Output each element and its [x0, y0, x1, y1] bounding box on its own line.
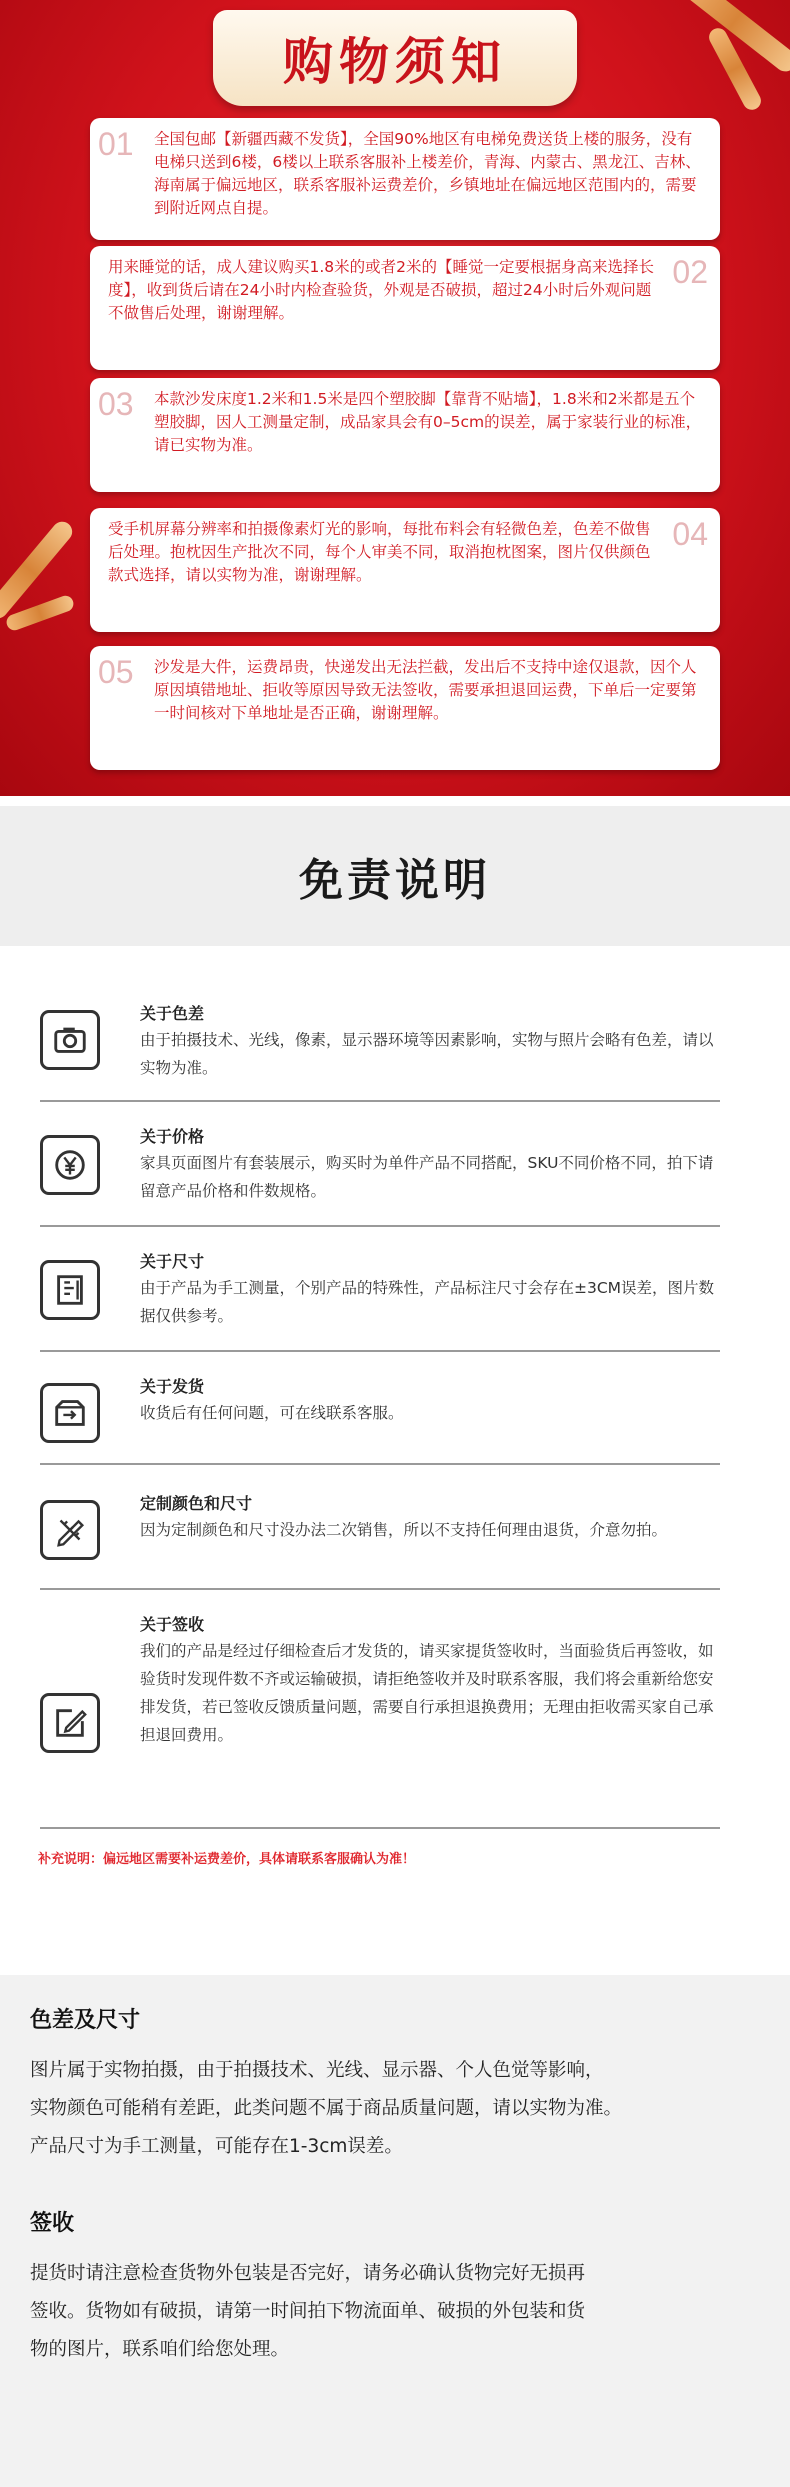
- disclaimer-item-color: [40, 990, 720, 1102]
- section-paragraph: 图片属于实物拍摄，由于拍摄技术、光线、显示器、个人色觉等影响，: [30, 2060, 604, 2081]
- notice-card-03: [90, 378, 720, 492]
- item-body: 我们的产品是经过仔细检查后才发货的，请买家提货签收时，当面验货后再签收，如验货时发现件数不齐或运输破损，请拒绝签收并及时联系客服，我们将会重新给您安排发货，若已签收反馈质量问题，需要自行承担退换费用；无理由拒收需买家自己承担退回费用。: [140, 1642, 714, 1744]
- item-title: 关于价格: [140, 1127, 205, 1146]
- item-body: 因为定制颜色和尺寸没办法二次销售，所以不支持任何理由退货，介意勿拍。: [140, 1521, 668, 1539]
- item-body: 由于产品为手工测量，个别产品的特殊性，产品标注尺寸会存在±3CM误差，图片数据仅供参考。: [140, 1279, 715, 1325]
- notice-card-05: [90, 646, 720, 770]
- supplement-note: 补充说明：偏远地区需要补运费差价，具体请联系客服确认为准！: [38, 1852, 416, 1867]
- disclaimer-item-shipping: [40, 1365, 720, 1465]
- pencil-ruler-icon: [40, 1500, 100, 1560]
- section-heading: 色差及尺寸: [30, 2008, 141, 2033]
- item-title: 关于尺寸: [140, 1252, 205, 1271]
- ruler-icon: [40, 1260, 100, 1320]
- section-paragraph: 签收。货物如有破损，请第一时间拍下物流面单、破损的外包装和货: [30, 2301, 586, 2322]
- card-number: 01: [98, 126, 134, 162]
- notice-card-01: [90, 118, 720, 240]
- card-number: 04: [672, 516, 708, 552]
- item-title: 关于发货: [140, 1377, 205, 1396]
- item-body: 由于拍摄技术、光线，像素，显示器环境等因素影响，实物与照片会略有色差，请以实物为准。: [140, 1031, 714, 1077]
- card-number: 02: [672, 254, 708, 290]
- card-text: 受手机屏幕分辨率和拍摄像素灯光的影响，每批布料会有轻微色差，色差不做售后处理。抱枕因生产批次不同，每个人审美不同，取消抱枕图案，图片仅供颜色款式选择，请以实物为准，谢谢理解。: [108, 520, 651, 584]
- card-text: 本款沙发床度1.2米和1.5米是四个塑胶脚【靠背不贴墙】，1.8米和2米都是五个塑胶脚，因人工测量定制，成品家具会有0–5cm的误差，属于家装行业的标准，请已实物为准。: [154, 390, 702, 454]
- item-body: 家具页面图片有套装展示，购买时为单件产品不同搭配，SKU不同价格不同，拍下请留意产品价格和件数规格。: [140, 1154, 714, 1200]
- title-plaque: [213, 10, 577, 106]
- disclaimer-heading-bar: [0, 806, 790, 946]
- policy-section: [0, 1975, 790, 2487]
- section-paragraph: 实物颜色可能稍有差距，此类问题不属于商品质量问题，请以实物为准。: [30, 2098, 623, 2119]
- item-body: 收货后有任何问题，可在线联系客服。: [140, 1404, 404, 1422]
- delivery-box-icon: [40, 1383, 100, 1443]
- camera-icon: [40, 1010, 100, 1070]
- notice-title: 购物须知: [283, 33, 507, 91]
- yen-coin-icon: [40, 1135, 100, 1195]
- item-title: 定制颜色和尺寸: [140, 1494, 253, 1513]
- section-paragraph: 提货时请注意检查货物外包装是否完好，请务必确认货物完好无损再: [30, 2263, 586, 2284]
- notice-card-02: [90, 246, 720, 370]
- card-number: 03: [98, 386, 134, 422]
- disclaimer-heading: 免责说明: [299, 855, 491, 906]
- card-text: 全国包邮【新疆西藏不发货】，全国90%地区有电梯免费送货上楼的服务，没有电梯只送到6楼，6楼以上联系客服补上楼差价，青海、内蒙古、黑龙江、吉林、海南属于偏远地区，联系客服补运费差价，乡镇地址在偏远地区范围内的，需要到附近网点自提。: [154, 130, 701, 217]
- card-number: 05: [98, 654, 134, 690]
- section-paragraph: 物的图片，联系咱们给您处理。: [30, 2339, 290, 2360]
- sign-pen-icon: [40, 1693, 100, 1753]
- disclaimer-item-size: [40, 1240, 720, 1352]
- card-text: 沙发是大件，运费昂贵，快递发出无法拦截，发出后不支持中途仅退款，因个人原因填错地址、拒收等原因导致无法签收，需要承担退回运费，下单后一定要第一时间核对下单地址是否正确，谢谢理解。: [154, 658, 697, 722]
- disclaimer-item-price: [40, 1115, 720, 1227]
- card-text: 用来睡觉的话，成人建议购买1.8米的或者2米的【睡觉一定要根据身高来选择长度】，收到货后请在24小时内检查验货，外观是否破损，超过24小时后外观问题不做售后处理，谢谢理解。: [108, 258, 655, 322]
- section-paragraph: 产品尺寸为手工测量，可能存在1-3cm误差。: [30, 2136, 403, 2157]
- section-heading: 签收: [30, 2211, 75, 2236]
- shopping-notice-banner: [0, 0, 790, 796]
- disclaimer-item-signing: [40, 1603, 720, 1829]
- notice-card-04: [90, 508, 720, 632]
- item-title: 关于签收: [140, 1615, 205, 1634]
- disclaimer-item-custom: [40, 1478, 720, 1590]
- item-title: 关于色差: [140, 1004, 205, 1023]
